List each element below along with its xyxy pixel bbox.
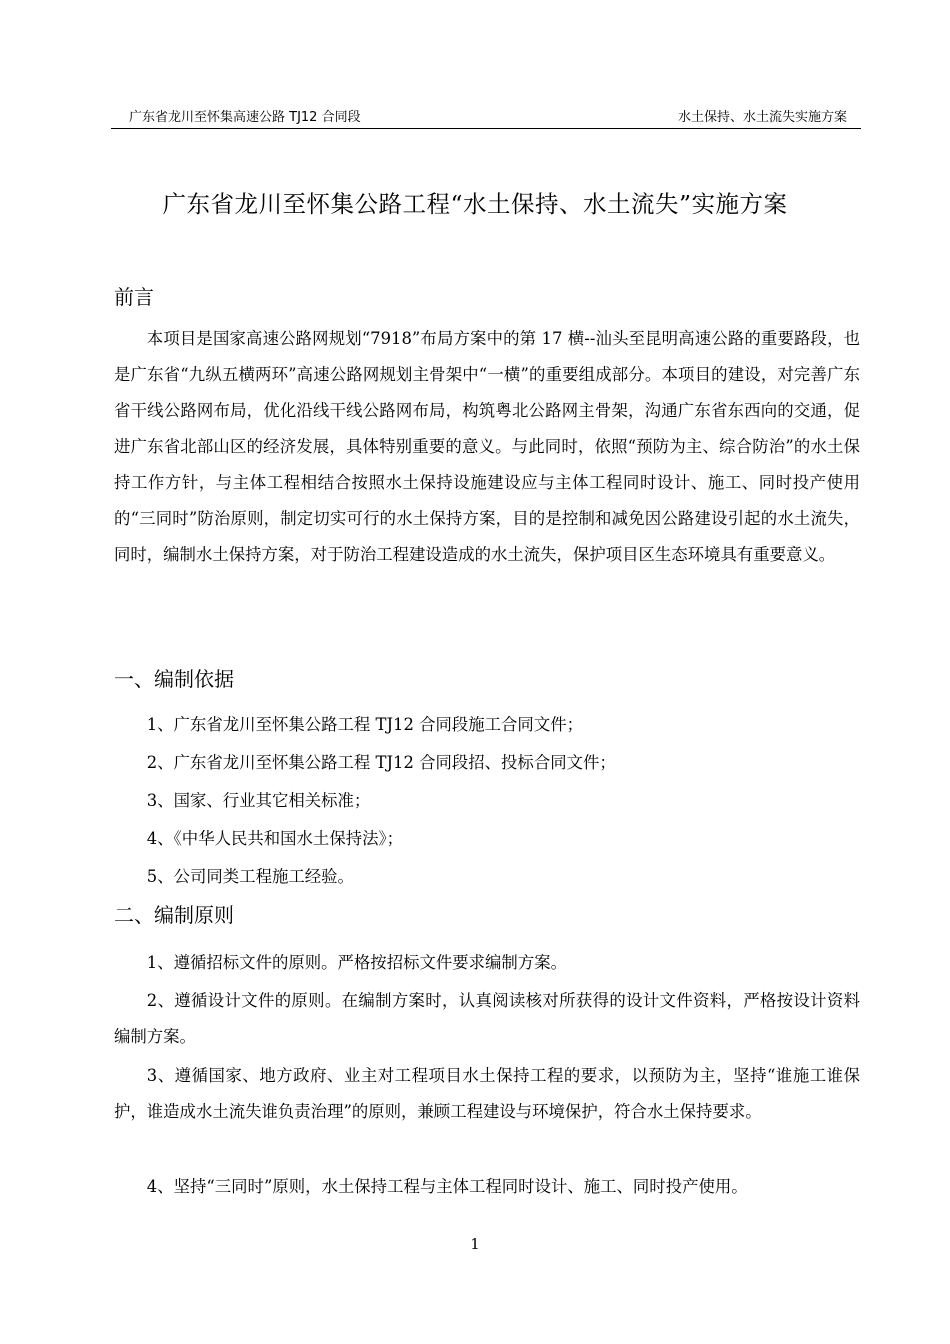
section-2-item-1: 1、遵循招标文件的原则。严格按招标文件要求编制方案。 <box>146 953 567 972</box>
section-2-item-4: 4、坚持“三同时”原则，水土保持工程与主体工程同时设计、施工、同时投产使用。 <box>146 1177 748 1196</box>
section-1-item-2: 2、广东省龙川至怀集公路工程 TJ12 合同段招、投标合同文件； <box>146 753 616 772</box>
section-2-heading: 二、编制原则 <box>114 903 234 927</box>
header-left-text: 广东省龙川至怀集高速公路 TJ12 合同段 <box>129 110 361 125</box>
section-1-item-3: 3、国家、行业其它相关标准； <box>146 791 371 810</box>
document-title: 广东省龙川至怀集公路工程“水土保持、水土流失”实施方案 <box>162 190 788 218</box>
preface-heading: 前言 <box>114 285 154 309</box>
section-2-item-2: 2、遵循设计文件的原则。在编制方案时，认真阅读核对所获得的设计文件资料，严格按设计资料编制方案。 <box>114 991 860 1046</box>
page-header <box>111 108 861 129</box>
header-right-text: 水土保持、水土流失实施方案 <box>677 110 847 125</box>
preface-paragraph: 本项目是国家高速公路网规划“7918”布局方案中的第 17 横--汕头至昆明高速公路的重要路段，也是广东省“九纵五横两环”高速公路网规划主骨架中“一横”的重要组成部分。本项目的建设，对完善广东省干线公路网布局，优化沿线干线公路网布局，构筑粤北公路网主骨架，沟通广东省东西向的交通，促进广东省北部山区的经济发展，具体特别重要的意义。与此同时，依照“预防为主、综合防治”的水土保持工作方针，与主体工程相结合按照水土保持设施建设应与主体工程同时设计、施工、同时投产使用的“三同时”防治原则，制定切实可行的水土保持方案，目的是控制和减免因公路建设引起的水土流失，同时，编制水土保持方案，对于防治工程建设造成的水土流失，保护项目区生态环境具有重要意义。 <box>114 329 860 564</box>
section-1-heading: 一、编制依据 <box>114 667 234 691</box>
section-1-item-1: 1、广东省龙川至怀集公路工程 TJ12 合同段施工合同文件； <box>146 715 583 734</box>
section-1-item-4: 4、《中华人民共和国水土保持法》； <box>146 829 404 848</box>
page-number: 1 <box>470 1235 480 1253</box>
section-1-item-5: 5、公司同类工程施工经验。 <box>146 867 354 886</box>
section-2-item-3: 3、遵循国家、地方政府、业主对工程项目水土保持工程的要求，以预防为主，坚持“谁施工谁保护，谁造成水土流失谁负责治理”的原则，兼顾工程建设与环境保护，符合水土保持要求。 <box>114 1066 860 1121</box>
